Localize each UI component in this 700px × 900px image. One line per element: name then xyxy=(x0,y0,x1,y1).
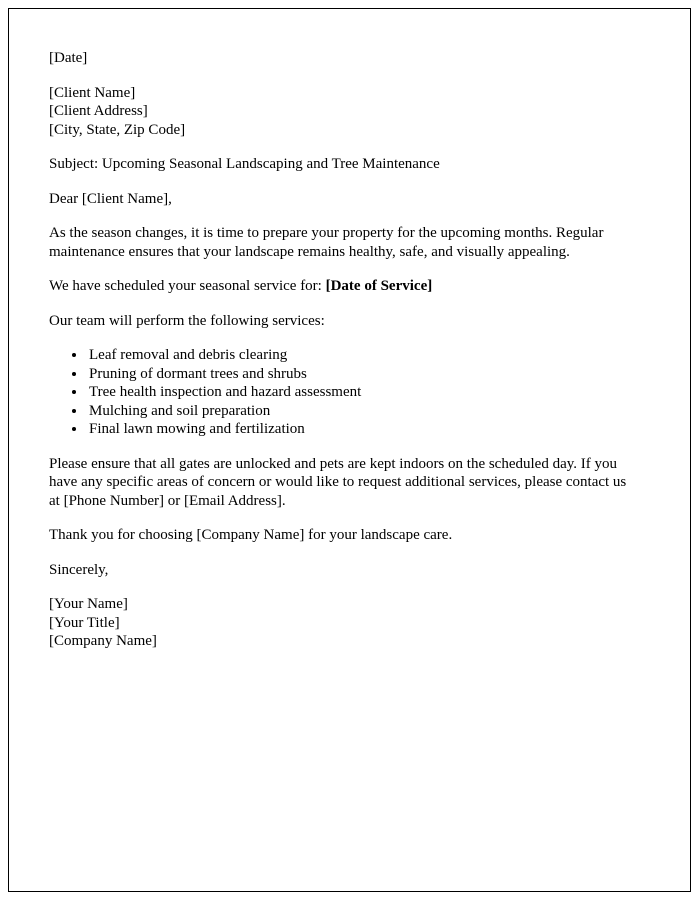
services-intro: Our team will perform the following services: xyxy=(49,312,325,329)
recipient-name: [Client Name] xyxy=(49,84,136,101)
schedule-date: [Date of Service] xyxy=(325,278,433,294)
salutation: Dear [Client Name], xyxy=(49,190,172,207)
letter-date: [Date] xyxy=(49,50,88,66)
service-item: • Mulching and soil preparation xyxy=(87,402,635,421)
services-list xyxy=(49,346,635,439)
recipient-city-state-zip: [City, State, Zip Code] xyxy=(49,121,186,138)
service-item: • Final lawn mowing and fertilization xyxy=(87,420,635,439)
intro-paragraph: As the season changes, it is time to prepare your property for the upcoming months. Regular maintenance ensures that your landscape remains healthy, safe, and visually appealing. xyxy=(49,225,604,260)
recipient-address: [Client Address] xyxy=(49,103,148,119)
schedule-prefix: We have scheduled your seasonal service for: xyxy=(49,278,326,294)
thanks-line: Thank you for choosing [Company Name] for your landscape care. xyxy=(49,527,453,543)
letter-sheet xyxy=(8,8,691,892)
schedule-line xyxy=(49,277,635,296)
instructions-paragraph: Please ensure that all gates are unlocked and pets are kept indoors on the scheduled day. If you have any specific areas of concern or would like to request additional services, please contact us at [Phone Number] or [Email Address]. xyxy=(49,455,627,509)
service-item: • Pruning of dormant trees and shrubs xyxy=(87,365,635,384)
signature-company: [Company Name] xyxy=(49,633,157,649)
service-item: • Leaf removal and debris clearing xyxy=(87,346,635,365)
subject-line: Subject: Upcoming Seasonal Landscaping and Tree Maintenance xyxy=(49,156,440,172)
signature-name: [Your Name] xyxy=(49,596,128,612)
signature-block xyxy=(49,595,635,651)
service-item: • Tree health inspection and hazard assessment xyxy=(87,383,635,402)
signature-title: [Your Title] xyxy=(49,614,120,631)
recipient-block xyxy=(49,84,635,140)
closing: Sincerely, xyxy=(49,561,109,578)
